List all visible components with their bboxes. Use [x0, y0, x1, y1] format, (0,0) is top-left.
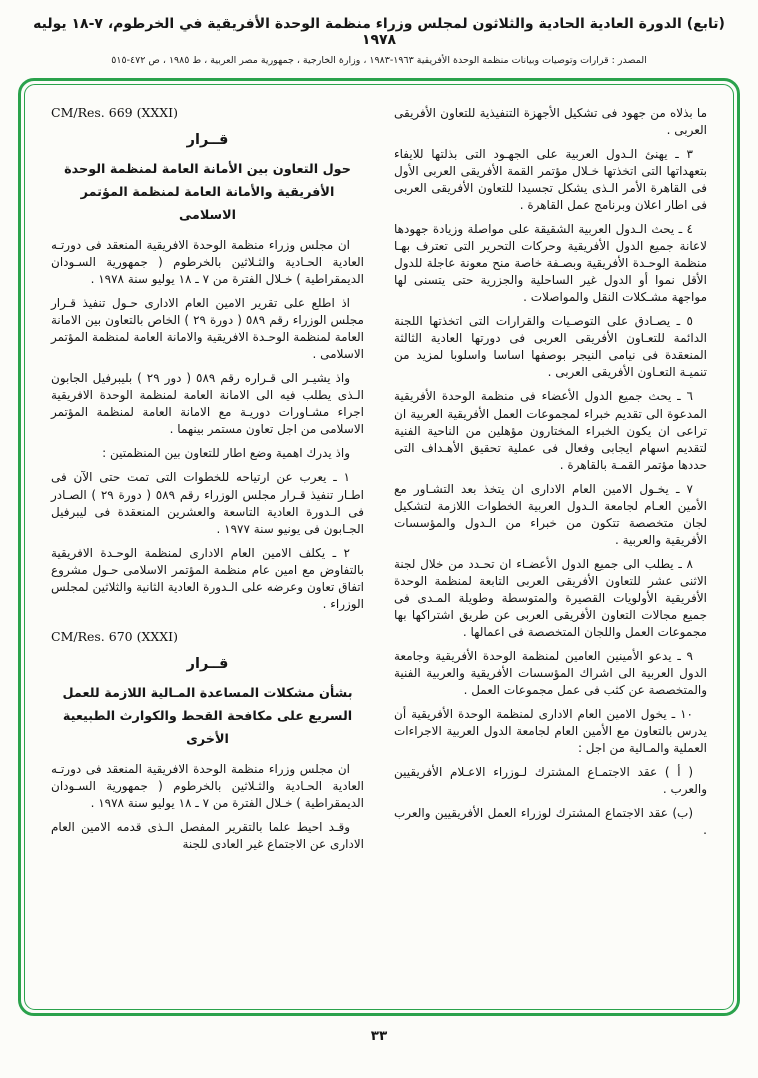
resolution-title: حول التعاون بين الأمانة العامة لمنظمة الوحدة الأفريقية والأمانة العامة لمنظمة المؤتمر الاسلامى [64, 162, 351, 224]
decree-heading: قــرار [186, 655, 229, 672]
paragraph: ان مجلس وزراء منظمة الوحدة الافريقية المنعقد فى دورتـه العادية الحـادية والثـلاثين بالخرطوم ( جمهورية السـودان الديمقراطية ) خـلال الفترة من ٧ ـ ١٨ يوليو سنة ١٩٧٨ . [51, 761, 364, 810]
resolution-ref: CM/Res. 669 (XXXI) [51, 105, 178, 120]
paragraph: ١ ـ يعرب عن ارتياحه للخطوات التى تمت حتى الآن فى اطـار تنفيذ قـرار مجلس الوزراء رقم ٥٨٩ ( دورة ٢٩ ) الصـادر فى الـدورة العادية التاسعة والعشرين المنعقدة فى ليبرفيل الجـابون فى يونيو سنة ١٩٧٧ . [51, 470, 364, 536]
resolutions-column [51, 105, 364, 993]
paragraph: ٢ ـ يكلف الامين العام الادارى لمنظمة الوحـدة الافريقية بالتفاوض مع امين عام منظمة المؤتمر الاسلامى حـول مشروع اتفاق تعاون وعرضه على الـدورة العادية الثانية والثلاثين لمجلس الوزراء . [51, 545, 364, 611]
paragraph: اذ اطلع على تقرير الامين العام الادارى حـول تنفيذ قـرار مجلس الوزراء رقم ٥٨٩ ( دورة ٢٩ ) الخاص بالتعاون بين الامانة العامة لمنظمة الوحـدة الافريقية والامانة العامة لمنظمة المؤتمر الاسلامى . [51, 296, 364, 362]
paragraph: ٥ ـ يصـادق على التوصـيات والقرارات التى اتخذتها اللجنة الدائمة للتعـاون الأفريقى العربى فى دورتها العادية الثالثة المنعقدة فى نيامى النيجر بوصفها اساسا واسلوبا لمزيد من تنميـة التعـاون الأفريقى العربى . [394, 314, 707, 380]
paragraph: ( أ ) عقد الاجتمـاع المشترك لـوزراء الاعـلام الأفريقيين والعرب . [394, 765, 707, 797]
paragraph: وقـد احيط علما بالتقرير المفصل الـذى قدمه الامين العام الادارى عن الاجتماع غير العادى للجنة [51, 819, 364, 851]
paragraph: ما بذلاه من جهود فى تشكيل الأجهزة التنفيذية للتعاون الأفريقى العربى . [394, 106, 707, 138]
resolution-ref: CM/Res. 670 (XXXI) [51, 628, 178, 644]
paragraph: (ب) عقد الاجتماع المشترك لوزراء العمل الأفريقيين والعرب . [394, 806, 707, 838]
paragraph: واذ يشيـر الى قـراره رقم ٥٨٩ ( دور ٢٩ ) بليبرفيل الجابون الـذى يطلب فيه الى الامانة العامة لمنظمة الوحدة الافريقية اجراء مشـاورات دوريـة مع الامانة العامة لمنظمة المؤتمر الاسلامى من اجل تعاون مستمر بينهما . [51, 371, 364, 437]
paragraph: ٣ ـ يهنئ الـدول العربية على الجهـود التى بذلتها للايفاء بتعهداتها التى اتخذتها خـلال مؤتمر القمة الأفريقى العربى الأول فى القاهرة الأمر الـذى يشكل تجسيدا للتعاون الأفريقى العربى فى اطار اعلان وبرنامج عمل القاهرة . [394, 147, 707, 213]
page-header [0, 0, 758, 66]
paragraph: ٩ ـ يدعو الأمينين العامين لمنظمة الوحدة الأفريقية وجامعة الدول العربية الى اشراك المؤسسات الأفريقية والعربية الفنية والمتخصصة عن كثب فى عمل مجموعات العمل . [394, 648, 707, 697]
paragraph: ان مجلس وزراء منظمة الوحدة الافريقية المنعقد فى دورتـه العادية الحـادية والثـلاثين بالخرطوم ( جمهورية السـودان الديمقراطية ) خـلال الفترة من ٧ ـ ١٨ يوليو سنة ١٩٧٨ . [51, 238, 364, 287]
green-border-frame [18, 78, 740, 1016]
paragraph: ٦ ـ يحث جميع الدول الأعضاء فى منظمة الوحدة الأفريقية المدعوة الى تقديم خبراء لمجموعات العمل الأفريقية العربية ان تراعى ان يكون الخبراء المختارون مؤهلين من الناحية الفنية لتقديم اسهام ايجابى وفعال فى عملية تحقيق الأهـداف التى حددها مؤتمر القمـة بالقاهرة . [394, 389, 707, 472]
continuation-column [394, 105, 707, 993]
resolution-669-section [51, 105, 364, 613]
paragraph: ٧ ـ يخـول الامين العام الادارى ان يتخذ بعد التشـاور مع الأمين العـام لجامعة الـدول العربية الخطوات اللازمة لتشكيل لجان متخصصة تتكون من خبراء من الـدول والمؤسسات الأفريقية والعربية . [394, 481, 707, 547]
paragraph: ٤ ـ يحث الـدول العربية الشقيقة على مواصلة وزيادة جهودها لاعانة جميع الدول الأفريقية وحركات التحرير التى تعترف بهـا منظمة الوحـدة الأفريقية وبصـفة خاصة منح معونة عاجلة للدول الأقل نموا أو الدول غير الساحلية والجزرية حتى يتسنى لها مواجهة مشـكلات النقل والمواصلات . [394, 222, 707, 305]
resolution-670-section [51, 629, 364, 853]
page-number: ٣٣ [370, 1028, 388, 1044]
header-source-line: المصدر : قرارات وتوصيات وبيانات منظمة الوحدة الأفريقية ١٩٦٣-١٩٨٣ ، وزارة الخارجية ، جمهورية مصر العربية ، ط ١٩٨٥ ، ص ٤٧٢-٥١٥ [111, 55, 647, 66]
decree-heading: قــرار [186, 132, 229, 148]
header-title: (تابع) الدورة العادية الحادية والثلاثون لمجلس وزراء منظمة الوحدة الأفريقية في الخرطوم، ٧-١٨ يوليه ١٩٧٨ [33, 16, 725, 48]
green-border-frame-inner [24, 84, 734, 1010]
paragraph: ١٠ ـ يخول الامين العام الادارى لمنظمة الوحدة الأفريقية أن يدرس بالتعاون مع الأمين العام لجامعة الدول العربية الاجراءات العملية والمـالية من اجل : [394, 707, 707, 756]
resolution-title: بشأن مشكلات المساعدة المـالية اللازمة للعمل السريع على مكافحة القحط والكوارث الطبيعية الأخرى [62, 685, 353, 747]
paragraph: ٨ ـ يطلب الى جميع الدول الأعضـاء ان تحـدد من خلال لجنة الاثنى عشر للتعاون الأفريقى العربى التابعة لمنظمة الوحدة الأفريقية الأولويات القصيرة والمتوسطة وطويلة المـدى فى جميع مجالات التعاون الأفريقى العربى عن طريق اشتراكها بها مجموعات العمل واللجان المتخصصة فى اعمالها . [394, 556, 707, 639]
text-columns [51, 105, 707, 993]
paragraph: واذ يدرك اهمية وضع اطار للتعاون بين المنظمتين : [102, 446, 350, 461]
